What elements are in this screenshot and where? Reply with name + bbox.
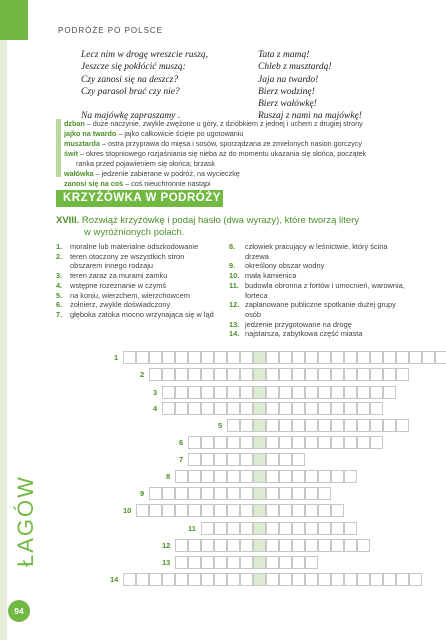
crossword-cell[interactable]: [370, 386, 383, 399]
crossword-cell[interactable]: [162, 386, 175, 399]
crossword-cell[interactable]: [136, 351, 149, 364]
crossword-cell[interactable]: [331, 436, 344, 449]
crossword-cell[interactable]: [318, 522, 331, 535]
crossword-cell[interactable]: [149, 368, 162, 381]
clue-item: 5. na koniu, wierzchem, wierzchowcem: [56, 290, 190, 300]
crossword-cell[interactable]: [227, 368, 240, 381]
crossword-cell[interactable]: [344, 419, 357, 432]
crossword-clue-number: 6: [179, 438, 184, 447]
clue-item: 8. człowiek pracujący w leśnictwie, który ścina drzewa: [229, 242, 388, 261]
crossword-cell[interactable]: [383, 573, 396, 586]
crossword-cell-highlighted[interactable]: [253, 539, 266, 552]
crossword-cell[interactable]: [266, 487, 279, 500]
crossword-cell[interactable]: [279, 539, 292, 552]
crossword-cell[interactable]: [214, 522, 227, 535]
crossword-cell[interactable]: [305, 436, 318, 449]
crossword-cell[interactable]: [162, 351, 175, 364]
crossword-cell[interactable]: [227, 436, 240, 449]
crossword-cell[interactable]: [331, 368, 344, 381]
crossword-cell[interactable]: [357, 573, 370, 586]
crossword-cell[interactable]: [201, 539, 214, 552]
poem-line: Czy parasol brać czy nie?: [81, 86, 180, 97]
crossword-cell[interactable]: [292, 470, 305, 483]
crossword-cell[interactable]: [149, 573, 162, 586]
crossword-cell[interactable]: [201, 402, 214, 415]
crossword-cell[interactable]: [266, 504, 279, 517]
crossword-cell[interactable]: [292, 453, 305, 466]
crossword-cell[interactable]: [318, 470, 331, 483]
crossword-cell[interactable]: [175, 351, 188, 364]
crossword-cell[interactable]: [266, 522, 279, 535]
crossword-cell[interactable]: [370, 573, 383, 586]
crossword-cell-highlighted[interactable]: [253, 522, 266, 535]
crossword-cell[interactable]: [370, 436, 383, 449]
crossword-cell[interactable]: [227, 402, 240, 415]
crossword-cell[interactable]: [201, 368, 214, 381]
crossword-cell[interactable]: [383, 351, 396, 364]
crossword-cell[interactable]: [318, 504, 331, 517]
crossword-cell[interactable]: [162, 487, 175, 500]
crossword-cell[interactable]: [344, 386, 357, 399]
poem-line: Jeszcze się pokłócić muszą:: [81, 62, 186, 73]
crossword-cell[interactable]: [188, 470, 201, 483]
crossword-cell[interactable]: [175, 470, 188, 483]
crossword-cell[interactable]: [266, 573, 279, 586]
clue-item: 10. mała kamienica: [229, 271, 297, 281]
crossword-cell[interactable]: [201, 573, 214, 586]
crossword-cell[interactable]: [240, 539, 253, 552]
crossword-cell[interactable]: [331, 386, 344, 399]
crossword-cell[interactable]: [214, 351, 227, 364]
crossword-cell[interactable]: [240, 351, 253, 364]
crossword-cell[interactable]: [214, 556, 227, 569]
clue-item: 13. jedzenie przygotowane na drogę: [229, 319, 352, 329]
crossword-clue-number: 7: [179, 455, 184, 464]
crossword-cell[interactable]: [188, 504, 201, 517]
crossword-cell[interactable]: [279, 556, 292, 569]
crossword-clue-number: 4: [153, 404, 158, 413]
crossword-cell[interactable]: [201, 470, 214, 483]
poem-line: Jaja na twardo!: [258, 74, 319, 85]
crossword-cell[interactable]: [305, 556, 318, 569]
crossword-cell[interactable]: [188, 539, 201, 552]
crossword-cell[interactable]: [227, 351, 240, 364]
crossword-cell[interactable]: [175, 539, 188, 552]
clue-item: 9. określony obszar wodny: [229, 261, 325, 271]
poem-line: Na majówkę zapraszamy .: [81, 111, 181, 122]
crossword-cell[interactable]: [396, 419, 409, 432]
poem-line: Bierz wodzinę!: [258, 86, 315, 97]
crossword-cell[interactable]: [370, 419, 383, 432]
clue-item: 3. teren zaraz za murami zamku: [56, 271, 168, 281]
poem-line: [81, 98, 208, 110]
crossword-cell[interactable]: [357, 368, 370, 381]
crossword-cell[interactable]: [188, 402, 201, 415]
side-location-label: ŁAGÓW: [13, 475, 38, 567]
crossword-cell[interactable]: [318, 402, 331, 415]
crossword-cell-highlighted[interactable]: [253, 386, 266, 399]
crossword-cell[interactable]: [305, 504, 318, 517]
crossword-cell[interactable]: [344, 368, 357, 381]
crossword-cell[interactable]: [201, 351, 214, 364]
crossword-cell-highlighted[interactable]: [253, 351, 266, 364]
crossword-cell[interactable]: [227, 487, 240, 500]
crossword-cell[interactable]: [201, 522, 214, 535]
crossword-cell[interactable]: [318, 419, 331, 432]
crossword-cell[interactable]: [292, 402, 305, 415]
crossword-cell[interactable]: [383, 368, 396, 381]
crossword-cell[interactable]: [318, 539, 331, 552]
clue-item: 1. moralne lub materialne odszkodowanie: [56, 242, 199, 251]
crossword-cell[interactable]: [227, 386, 240, 399]
crossword-cell[interactable]: [266, 470, 279, 483]
crossword-cell[interactable]: [240, 419, 253, 432]
crossword-cell[interactable]: [175, 386, 188, 399]
crossword-cell[interactable]: [240, 368, 253, 381]
crossword-clue-number: 8: [166, 472, 171, 481]
crossword-clue-number: 11: [188, 524, 196, 533]
crossword-cell[interactable]: [305, 539, 318, 552]
crossword-cell[interactable]: [292, 573, 305, 586]
crossword-cell[interactable]: [305, 487, 318, 500]
crossword-cell[interactable]: [188, 556, 201, 569]
header-accent-block: [0, 0, 28, 40]
crossword-cell[interactable]: [175, 573, 188, 586]
crossword-clue-number: 3: [153, 388, 158, 397]
crossword-cell[interactable]: [201, 386, 214, 399]
poem-line: Tata z mamą!: [258, 50, 310, 60]
crossword-cell[interactable]: [227, 539, 240, 552]
crossword-cell[interactable]: [240, 386, 253, 399]
crossword-clue-number: 5: [218, 421, 223, 430]
crossword-cell[interactable]: [266, 351, 279, 364]
crossword-cell[interactable]: [331, 470, 344, 483]
crossword-cell[interactable]: [292, 351, 305, 364]
crossword-cell[interactable]: [279, 470, 292, 483]
crossword-cell[interactable]: [370, 368, 383, 381]
crossword-cell[interactable]: [188, 368, 201, 381]
glossary-entry: dzban – duże naczynie, zwykle zwężone u góry, z dzióbkiem z jednej i uchem z drugiej strony: [64, 119, 363, 128]
glossary-entry: wałówka – jedzenie zabierane w podróż, na wycieczkę: [64, 169, 240, 178]
crossword-cell[interactable]: [357, 419, 370, 432]
crossword-cell-highlighted[interactable]: [253, 436, 266, 449]
crossword-clue-number: 1: [114, 353, 119, 362]
crossword-cell[interactable]: [162, 504, 175, 517]
crossword-cell[interactable]: [227, 504, 240, 517]
crossword-cell[interactable]: [331, 504, 344, 517]
crossword-cell[interactable]: [240, 436, 253, 449]
crossword-cell[interactable]: [344, 402, 357, 415]
crossword-cell[interactable]: [383, 419, 396, 432]
crossword-cell[interactable]: [318, 573, 331, 586]
poem-right-column: [258, 49, 362, 123]
crossword-cell[interactable]: [409, 351, 422, 364]
crossword-clue-number: 9: [140, 489, 145, 498]
crossword-cell[interactable]: [305, 402, 318, 415]
crossword-clue-number: 14: [110, 575, 119, 584]
crossword-cell-highlighted[interactable]: [253, 556, 266, 569]
crossword-cell[interactable]: [279, 487, 292, 500]
crossword-cell[interactable]: [305, 470, 318, 483]
crossword-cell[interactable]: [201, 487, 214, 500]
glossary: [64, 119, 429, 189]
crossword-cell[interactable]: [318, 487, 331, 500]
clue-item: 11. budowla obronna z fortów i umocnień, warownia, forteca: [229, 280, 405, 300]
crossword-cell[interactable]: [149, 504, 162, 517]
crossword-cell[interactable]: [331, 351, 344, 364]
crossword-cell[interactable]: [240, 522, 253, 535]
clue-item: 2. teren otoczony ze wszystkich stron obszarem innego rodzaju: [56, 251, 185, 271]
crossword-cell[interactable]: [305, 522, 318, 535]
crossword-cell[interactable]: [266, 539, 279, 552]
crossword-cell[interactable]: [240, 556, 253, 569]
crossword-cell[interactable]: [305, 419, 318, 432]
crossword-cell[interactable]: [240, 504, 253, 517]
crossword-cell[interactable]: [214, 368, 227, 381]
crossword-cell[interactable]: [305, 368, 318, 381]
crossword-cell[interactable]: [396, 573, 409, 586]
poem-line: Chleb z musztardą!: [258, 62, 332, 73]
crossword-cell[interactable]: [266, 402, 279, 415]
crossword-cell[interactable]: [123, 351, 136, 364]
crossword-cell[interactable]: [344, 522, 357, 535]
crossword-cell[interactable]: [175, 402, 188, 415]
crossword-cell[interactable]: [214, 402, 227, 415]
crossword-cell[interactable]: [136, 504, 149, 517]
crossword-cell[interactable]: [240, 402, 253, 415]
crossword-cell[interactable]: [370, 351, 383, 364]
crossword-cell[interactable]: [188, 436, 201, 449]
poem-line: Bierz wałówkę!: [258, 99, 317, 110]
glossary-bar: [56, 119, 61, 177]
crossword-cell[interactable]: [292, 386, 305, 399]
crossword-cell[interactable]: [266, 453, 279, 466]
crossword-cell[interactable]: [396, 368, 409, 381]
crossword-cell[interactable]: [266, 436, 279, 449]
crossword-cell-highlighted[interactable]: [253, 573, 266, 586]
section-title: KRZYŻÓWKA W PODRÓŻY: [56, 190, 223, 207]
clue-item: 4. wstępne rozeznanie w czymś: [56, 280, 167, 290]
crossword-cell[interactable]: [279, 573, 292, 586]
crossword-cell[interactable]: [344, 351, 357, 364]
crossword-cell[interactable]: [318, 368, 331, 381]
crossword-cell[interactable]: [292, 539, 305, 552]
glossary-entry: zanosi się na coś – coś nieuchronnie nastąpi: [64, 179, 211, 188]
crossword-cell-highlighted[interactable]: [253, 368, 266, 381]
crossword-cell[interactable]: [201, 504, 214, 517]
crossword-cell[interactable]: [357, 351, 370, 364]
crossword-cell[interactable]: [422, 351, 435, 364]
crossword-clue-number: 2: [140, 370, 145, 379]
crossword-cell-highlighted[interactable]: [253, 453, 266, 466]
crossword-cell[interactable]: [370, 402, 383, 415]
crossword-cell[interactable]: [240, 453, 253, 466]
crossword-clue-number: 12: [162, 541, 171, 550]
crossword-cell[interactable]: [227, 419, 240, 432]
crossword-cell[interactable]: [396, 351, 409, 364]
crossword-cell[interactable]: [305, 386, 318, 399]
crossword-cell[interactable]: [305, 573, 318, 586]
crossword-cell[interactable]: [227, 470, 240, 483]
clue-item: 6. żołnierz, zwykle doświadczony: [56, 300, 171, 310]
poem-line: Ruszaj z nami na majówkę!: [258, 111, 362, 122]
crossword-cell[interactable]: [149, 487, 162, 500]
running-header: PODRÓŻE PO POLSCE: [58, 26, 164, 35]
page-number: 94: [8, 600, 30, 622]
crossword-cell[interactable]: [292, 436, 305, 449]
crossword-cell[interactable]: [266, 368, 279, 381]
clues-right: [229, 242, 409, 339]
crossword-cell[interactable]: [188, 487, 201, 500]
crossword-cell[interactable]: [292, 419, 305, 432]
clue-item: 12. zaplanowane publiczne spotkanie dużej grupy osób: [229, 300, 396, 319]
crossword-cell-highlighted[interactable]: [253, 470, 266, 483]
crossword-cell[interactable]: [188, 573, 201, 586]
crossword-cell[interactable]: [357, 386, 370, 399]
poem-line: Lecz nim w drogę wreszcie ruszą,: [81, 50, 209, 60]
crossword-cell[interactable]: [162, 573, 175, 586]
crossword-cell[interactable]: [331, 522, 344, 535]
crossword-cell[interactable]: [344, 436, 357, 449]
crossword-cell[interactable]: [214, 470, 227, 483]
crossword-cell[interactable]: [331, 402, 344, 415]
crossword-cell[interactable]: [292, 487, 305, 500]
crossword-cell[interactable]: [214, 386, 227, 399]
crossword-cell-highlighted[interactable]: [253, 402, 266, 415]
crossword-cell[interactable]: [175, 504, 188, 517]
crossword-cell-highlighted[interactable]: [253, 419, 266, 432]
crossword-cell[interactable]: [136, 573, 149, 586]
crossword-cell[interactable]: [266, 556, 279, 569]
clue-item: 7. głęboka zatoka mocno wrzynająca się w ląd: [56, 309, 214, 319]
crossword-cell[interactable]: [292, 504, 305, 517]
crossword-clue-number: 13: [162, 558, 171, 567]
crossword-cell-highlighted[interactable]: [253, 487, 266, 500]
crossword-cell[interactable]: [201, 453, 214, 466]
crossword-cell[interactable]: [175, 368, 188, 381]
crossword-cell[interactable]: [331, 573, 344, 586]
crossword-cell[interactable]: [279, 351, 292, 364]
crossword-cell[interactable]: [240, 573, 253, 586]
crossword-cell[interactable]: [331, 419, 344, 432]
glossary-entry: musztarda – ostra przyprawa do mięsa i sosów, sporządzana ze zmielonych nasion gorczycy: [64, 139, 363, 148]
crossword-cell-highlighted[interactable]: [253, 504, 266, 517]
crossword-cell[interactable]: [240, 470, 253, 483]
glossary-entry: ranka przed pojawieniem się słońca; brzask: [76, 159, 216, 168]
crossword-cell[interactable]: [279, 402, 292, 415]
crossword-cell[interactable]: [214, 453, 227, 466]
crossword-cell[interactable]: [292, 556, 305, 569]
crossword-cell[interactable]: [279, 453, 292, 466]
clue-item: 14. najstarsza, zabytkowa część miasta: [229, 329, 363, 339]
clues-left: [56, 242, 216, 320]
crossword-cell[interactable]: [305, 351, 318, 364]
crossword-cell[interactable]: [214, 436, 227, 449]
crossword-cell[interactable]: [149, 351, 162, 364]
crossword-cell[interactable]: [279, 419, 292, 432]
poem-left-column: [81, 49, 208, 123]
crossword-cell[interactable]: [292, 368, 305, 381]
crossword-cell[interactable]: [344, 539, 357, 552]
crossword-cell[interactable]: [188, 453, 201, 466]
crossword-cell[interactable]: [279, 436, 292, 449]
crossword-cell[interactable]: [162, 368, 175, 381]
side-stripe: [0, 0, 7, 640]
crossword-cell[interactable]: [214, 504, 227, 517]
crossword-cell[interactable]: [201, 436, 214, 449]
crossword-cell[interactable]: [435, 351, 446, 364]
crossword-cell[interactable]: [227, 453, 240, 466]
crossword-cell[interactable]: [279, 522, 292, 535]
crossword-cell[interactable]: [266, 386, 279, 399]
crossword-cell[interactable]: [123, 573, 136, 586]
crossword-cell[interactable]: [162, 402, 175, 415]
crossword-cell[interactable]: [214, 539, 227, 552]
crossword-cell[interactable]: [344, 470, 357, 483]
crossword-cell[interactable]: [227, 556, 240, 569]
crossword-cell[interactable]: [227, 573, 240, 586]
crossword-cell[interactable]: [318, 351, 331, 364]
crossword-cell[interactable]: [383, 386, 396, 399]
crossword-cell[interactable]: [357, 402, 370, 415]
crossword-cell[interactable]: [214, 487, 227, 500]
crossword-cell[interactable]: [227, 522, 240, 535]
glossary-entry: jajko na twardo – jajko całkowicie ścięte po ugotowaniu: [64, 129, 244, 138]
crossword-cell[interactable]: [175, 556, 188, 569]
crossword-cell[interactable]: [279, 504, 292, 517]
crossword-cell[interactable]: [344, 573, 357, 586]
task-instruction: XVIII. Rozwiąż krzyżówkę i podaj hasło (dwa wyrazy), które tworzą litery w wyróżnionych polach.: [56, 215, 360, 238]
crossword-cell[interactable]: [318, 386, 331, 399]
glossary-entry: świt – okres stopniowego rozjaśniania się nieba aż do momentu ukazania się słońca, początek: [64, 149, 367, 158]
crossword-cell[interactable]: [279, 386, 292, 399]
crossword-cell[interactable]: [188, 351, 201, 364]
crossword-cell[interactable]: [266, 419, 279, 432]
crossword-cell[interactable]: [188, 386, 201, 399]
crossword-cell[interactable]: [331, 539, 344, 552]
crossword-cell[interactable]: [201, 556, 214, 569]
poem-line: Czy zanosi się na deszcz?: [81, 74, 179, 85]
crossword-cell[interactable]: [214, 573, 227, 586]
crossword-cell[interactable]: [279, 368, 292, 381]
crossword-clue-number: 10: [123, 506, 132, 515]
crossword-cell[interactable]: [357, 539, 370, 552]
crossword-cell[interactable]: [292, 522, 305, 535]
crossword-cell[interactable]: [318, 436, 331, 449]
crossword-cell[interactable]: [409, 573, 422, 586]
crossword-cell[interactable]: [240, 487, 253, 500]
crossword-cell[interactable]: [175, 487, 188, 500]
crossword-cell[interactable]: [357, 436, 370, 449]
